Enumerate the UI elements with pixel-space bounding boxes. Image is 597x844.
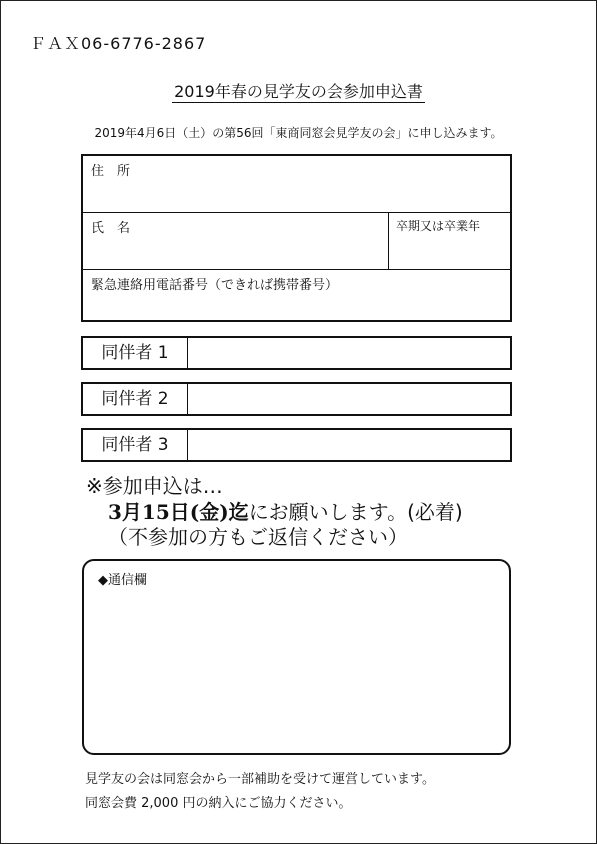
address-field[interactable]: [193, 182, 506, 210]
companion-label-2: 同伴者 2: [83, 384, 188, 414]
companion-field-1[interactable]: [193, 341, 508, 367]
deadline-text: にお願いします。(必着): [248, 500, 463, 524]
communication-label: ◆通信欄: [98, 573, 147, 588]
form-title: 2019年春の見学友の会参加申込書: [174, 82, 423, 101]
companion-row-1: [81, 336, 512, 370]
companion-row-3: [81, 428, 512, 462]
address-field-wrapper: [193, 182, 502, 208]
notice-heading: ※参加申込は…: [86, 474, 223, 498]
footer-note-2: 同窓会費 2,000 円の納入にご協力ください。: [85, 796, 352, 811]
phone-row: [83, 270, 510, 320]
communication-box: [82, 559, 511, 755]
communication-field[interactable]: [94, 591, 499, 743]
graduation-year-field[interactable]: [395, 239, 508, 267]
companion-field-wrapper-2: [193, 387, 504, 411]
deadline-date: 3月15日(金)迄: [108, 500, 249, 524]
companion-label-1: 同伴者 1: [83, 338, 188, 368]
companion-field-wrapper-1: [193, 341, 504, 365]
form-subtitle: 2019年4月6日（土）の第56回「東商同窓会見学友の会」に申し込みます。: [94, 126, 503, 140]
graduation-year-label: 卒期又は卒業年: [396, 219, 481, 233]
phone-field[interactable]: [193, 297, 506, 317]
companion-field-2[interactable]: [193, 387, 508, 413]
notice-nonattend: （不参加の方もご返信ください）: [108, 525, 408, 549]
graduation-year-field-wrapper: [395, 239, 504, 265]
address-row: [83, 156, 510, 213]
companion-field-wrapper-3: [193, 433, 504, 457]
address-label: 住 所: [91, 164, 131, 179]
name-field-wrapper: [193, 239, 380, 265]
phone-label: 緊急連絡用電話番号（できれば携帯番号）: [91, 278, 339, 293]
footer-note-1: 見学友の会は同窓会から一部補助を受けて運営しています。: [85, 772, 435, 787]
name-field[interactable]: [193, 239, 384, 267]
fax-number: ＦＡＸ06-6776-2867: [30, 34, 207, 53]
name-row: [83, 213, 510, 270]
companion-field-3[interactable]: [193, 433, 508, 459]
phone-field-wrapper: [193, 296, 502, 314]
companion-label-3: 同伴者 3: [83, 430, 188, 460]
graduation-year-cell: [388, 213, 510, 269]
applicant-info-table: [81, 154, 512, 322]
companion-row-2: [81, 382, 512, 416]
form-title-wrapper: [0, 79, 597, 102]
name-label: 氏 名: [91, 221, 131, 236]
